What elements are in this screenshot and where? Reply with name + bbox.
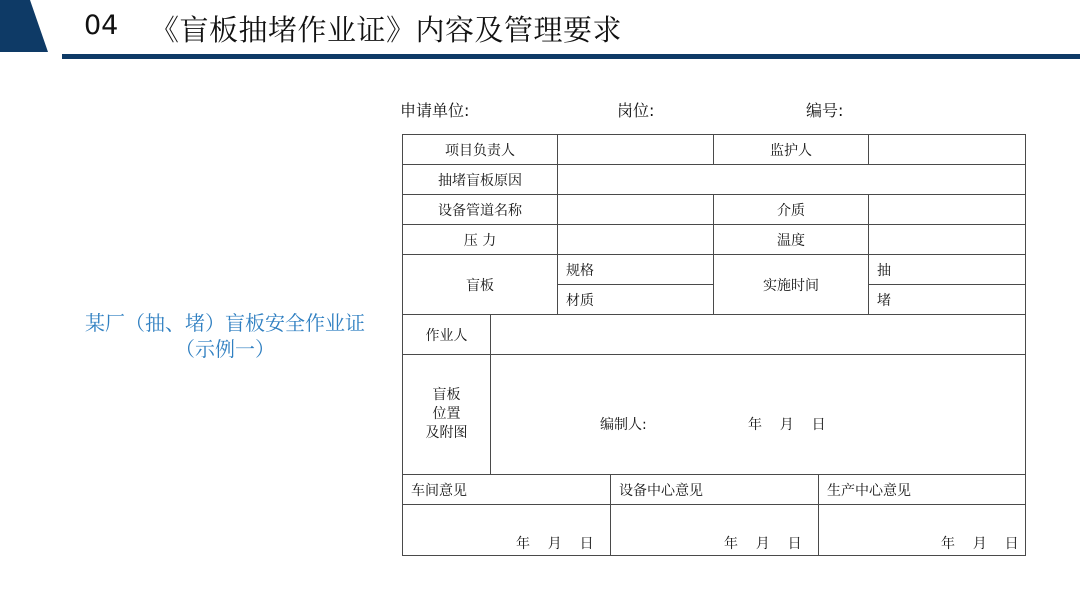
section-number: 04 — [84, 10, 119, 41]
pressure-label: 压 力 — [402, 224, 558, 255]
blind-position-line2: 位置 — [432, 406, 461, 422]
temperature-label: 温度 — [713, 224, 869, 255]
production-center-opinion-label: 生产中心意见 — [818, 474, 1026, 505]
compiler-label: 编制人: — [600, 417, 647, 433]
reason-field[interactable] — [557, 164, 1026, 195]
serial-number-label: 编号: — [806, 101, 844, 120]
operator-label: 作业人 — [402, 314, 491, 355]
blind-label: 盲板 — [402, 254, 558, 315]
spec-label: 规格 — [557, 254, 714, 285]
medium-field[interactable] — [868, 194, 1026, 225]
block-label: 堵 — [868, 284, 1026, 315]
applicant-unit-label: 申请单位: — [400, 101, 470, 120]
guardian-field[interactable] — [868, 134, 1026, 165]
blind-position-line1: 盲板 — [432, 387, 461, 403]
compiler-date: 年 月 日 — [748, 417, 826, 433]
workshop-opinion-date: 年 月 日 — [516, 536, 594, 552]
header-rule — [62, 54, 1080, 59]
reason-label: 抽堵盲板原因 — [402, 164, 558, 195]
impl-time-label: 实施时间 — [713, 254, 869, 315]
guardian-label: 监护人 — [713, 134, 869, 165]
blind-position-label — [402, 354, 491, 475]
position-label: 岗位: — [617, 101, 655, 120]
pull-label: 抽 — [868, 254, 1026, 285]
header-accent-shape — [0, 0, 48, 52]
production-center-opinion-date: 年 月 日 — [941, 536, 1019, 552]
medium-label: 介质 — [713, 194, 869, 225]
page-title: 《盲板抽堵作业证》内容及管理要求 — [150, 13, 623, 47]
temperature-field[interactable] — [868, 224, 1026, 255]
equipment-name-field[interactable] — [557, 194, 714, 225]
caption-line1: 某厂（抽、堵）盲板安全作业证 — [85, 311, 365, 335]
blind-position-line3: 及附图 — [425, 425, 468, 441]
form-caption — [60, 310, 390, 362]
project-lead-label: 项目负责人 — [402, 134, 558, 165]
project-lead-field[interactable] — [557, 134, 714, 165]
material-label: 材质 — [557, 284, 714, 315]
caption-line2: （示例一） — [175, 337, 275, 361]
pressure-field[interactable] — [557, 224, 714, 255]
equipment-center-opinion-label: 设备中心意见 — [610, 474, 819, 505]
equipment-name-label: 设备管道名称 — [402, 194, 558, 225]
equipment-center-opinion-date: 年 月 日 — [724, 536, 802, 552]
operator-field[interactable] — [490, 314, 1026, 355]
workshop-opinion-label: 车间意见 — [402, 474, 611, 505]
